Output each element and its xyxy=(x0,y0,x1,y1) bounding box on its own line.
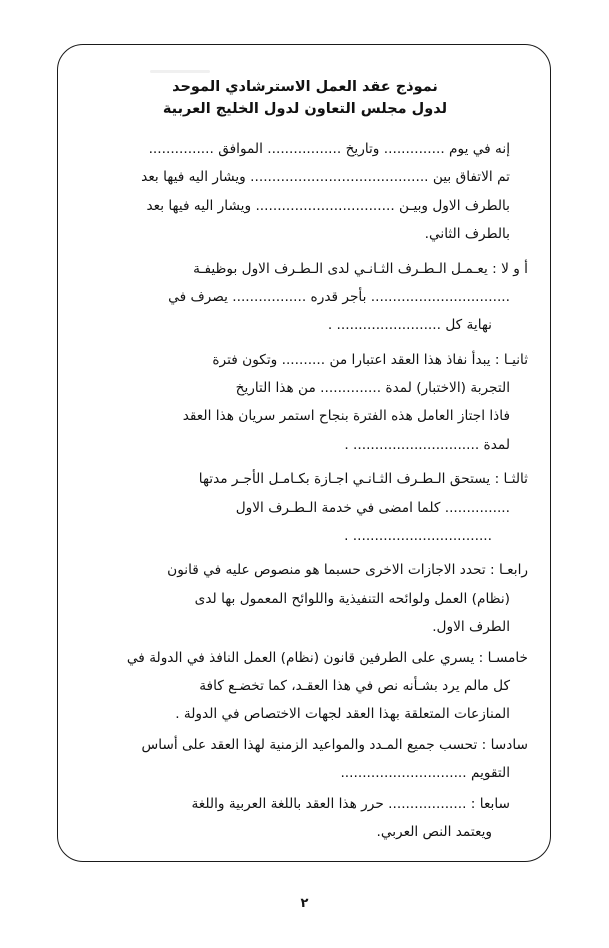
clause-fifth-line-2: كل مالم يرد بشـأنه نص في هذا العقـد، كما تخضـع كافة xyxy=(199,677,510,694)
page-number: ٢ xyxy=(300,896,309,911)
clause-fourth-line-1: رابعـا : تحدد الاجازات الاخرى حسبما هو منصوص عليه في قانون xyxy=(167,562,528,579)
clause-third-line-2: ............... كلما امضى في خدمة الـطـرف الاول xyxy=(235,499,510,516)
clause-first-line-1: أ و لا : يعـمـل الـطـرف الثـانـي لدى الـطـرف الاول بوظيفـة xyxy=(193,260,528,277)
clause-fourth xyxy=(82,558,528,639)
page-content xyxy=(82,62,528,852)
clause-seventh xyxy=(82,792,528,845)
clause-second-line-3: فاذا اجتاز العامل هذه الفترة بنجاح استمر سريان هذا العقد xyxy=(182,408,510,425)
preamble-line-1: إنه في يوم .............. وتاريخ ................. الموافق ............... xyxy=(148,140,510,157)
clause-second xyxy=(82,348,528,458)
clause-sixth xyxy=(82,733,528,786)
clause-seventh-line-2: ويعتمد النص العربي. xyxy=(376,823,492,840)
clause-third xyxy=(82,467,528,548)
clause-fifth-line-3: المنازعات المتعلقة بهذا العقد لجهات الاختصاص في الدولة . xyxy=(175,706,510,723)
clause-seventh-line-1: سابعا : .................. حرر هذا العقد باللغة العربية واللغة xyxy=(191,795,510,812)
clause-fifth-line-1: خامسـا : يسري على الطرفين قانون (نظام) العمل النافذ في الدولة في xyxy=(126,649,528,666)
clause-second-line-2: التجربة (الاختبار) لمدة .............. من هذا التاريخ xyxy=(235,380,510,397)
preamble-line-4: بالطرف الثاني. xyxy=(424,226,510,243)
document-body xyxy=(82,137,528,844)
clause-first-line-3: نهاية كل ........................ . xyxy=(327,317,492,334)
clause-third-line-3: ................................ . xyxy=(344,528,492,545)
clause-first xyxy=(82,257,528,338)
clause-third-line-1: ثالثـا : يستحق الـطـرف الثـانـي اجـازة بكـامـل الأجـر مدتها xyxy=(198,471,528,488)
document-title-line-2: لدول مجلس التعاون لدول الخليج العربية xyxy=(162,101,448,118)
preamble-line-2: تم الاتفاق بين ......................................... ويشار اليه فيها بعد xyxy=(141,169,510,186)
document-title xyxy=(82,76,528,121)
clause-fourth-line-3: الطرف الاول. xyxy=(432,619,510,636)
clause-sixth-line-2: التقويم ............................. xyxy=(340,765,510,782)
document-title-line-1: نموذج عقد العمل الاسترشادي الموحد xyxy=(172,79,438,95)
clause-second-line-4: لمدة ............................. . xyxy=(344,436,510,453)
clause-second-line-1: ثانيـا : يبدأ نفاذ هذا العقد اعتبارا من .......... وتكون فترة xyxy=(212,351,528,368)
clause-fourth-line-2: (نظام) العمل ولوائحه التنفيذية واللوائح المعمول بها لدى xyxy=(194,590,510,607)
preamble-line-3: بالطرف الاول وبيـن ................................ ويشار اليه فيها بعد xyxy=(146,197,510,214)
clause-first-line-2: ................................ بأجر قدره ................. يصرف في xyxy=(168,288,510,305)
clause-sixth-line-1: سادسا : تحسب جميع المـدد والمواعيد الزمنية لهذا العقد على أساس xyxy=(141,736,528,753)
clause-fifth xyxy=(82,646,528,727)
